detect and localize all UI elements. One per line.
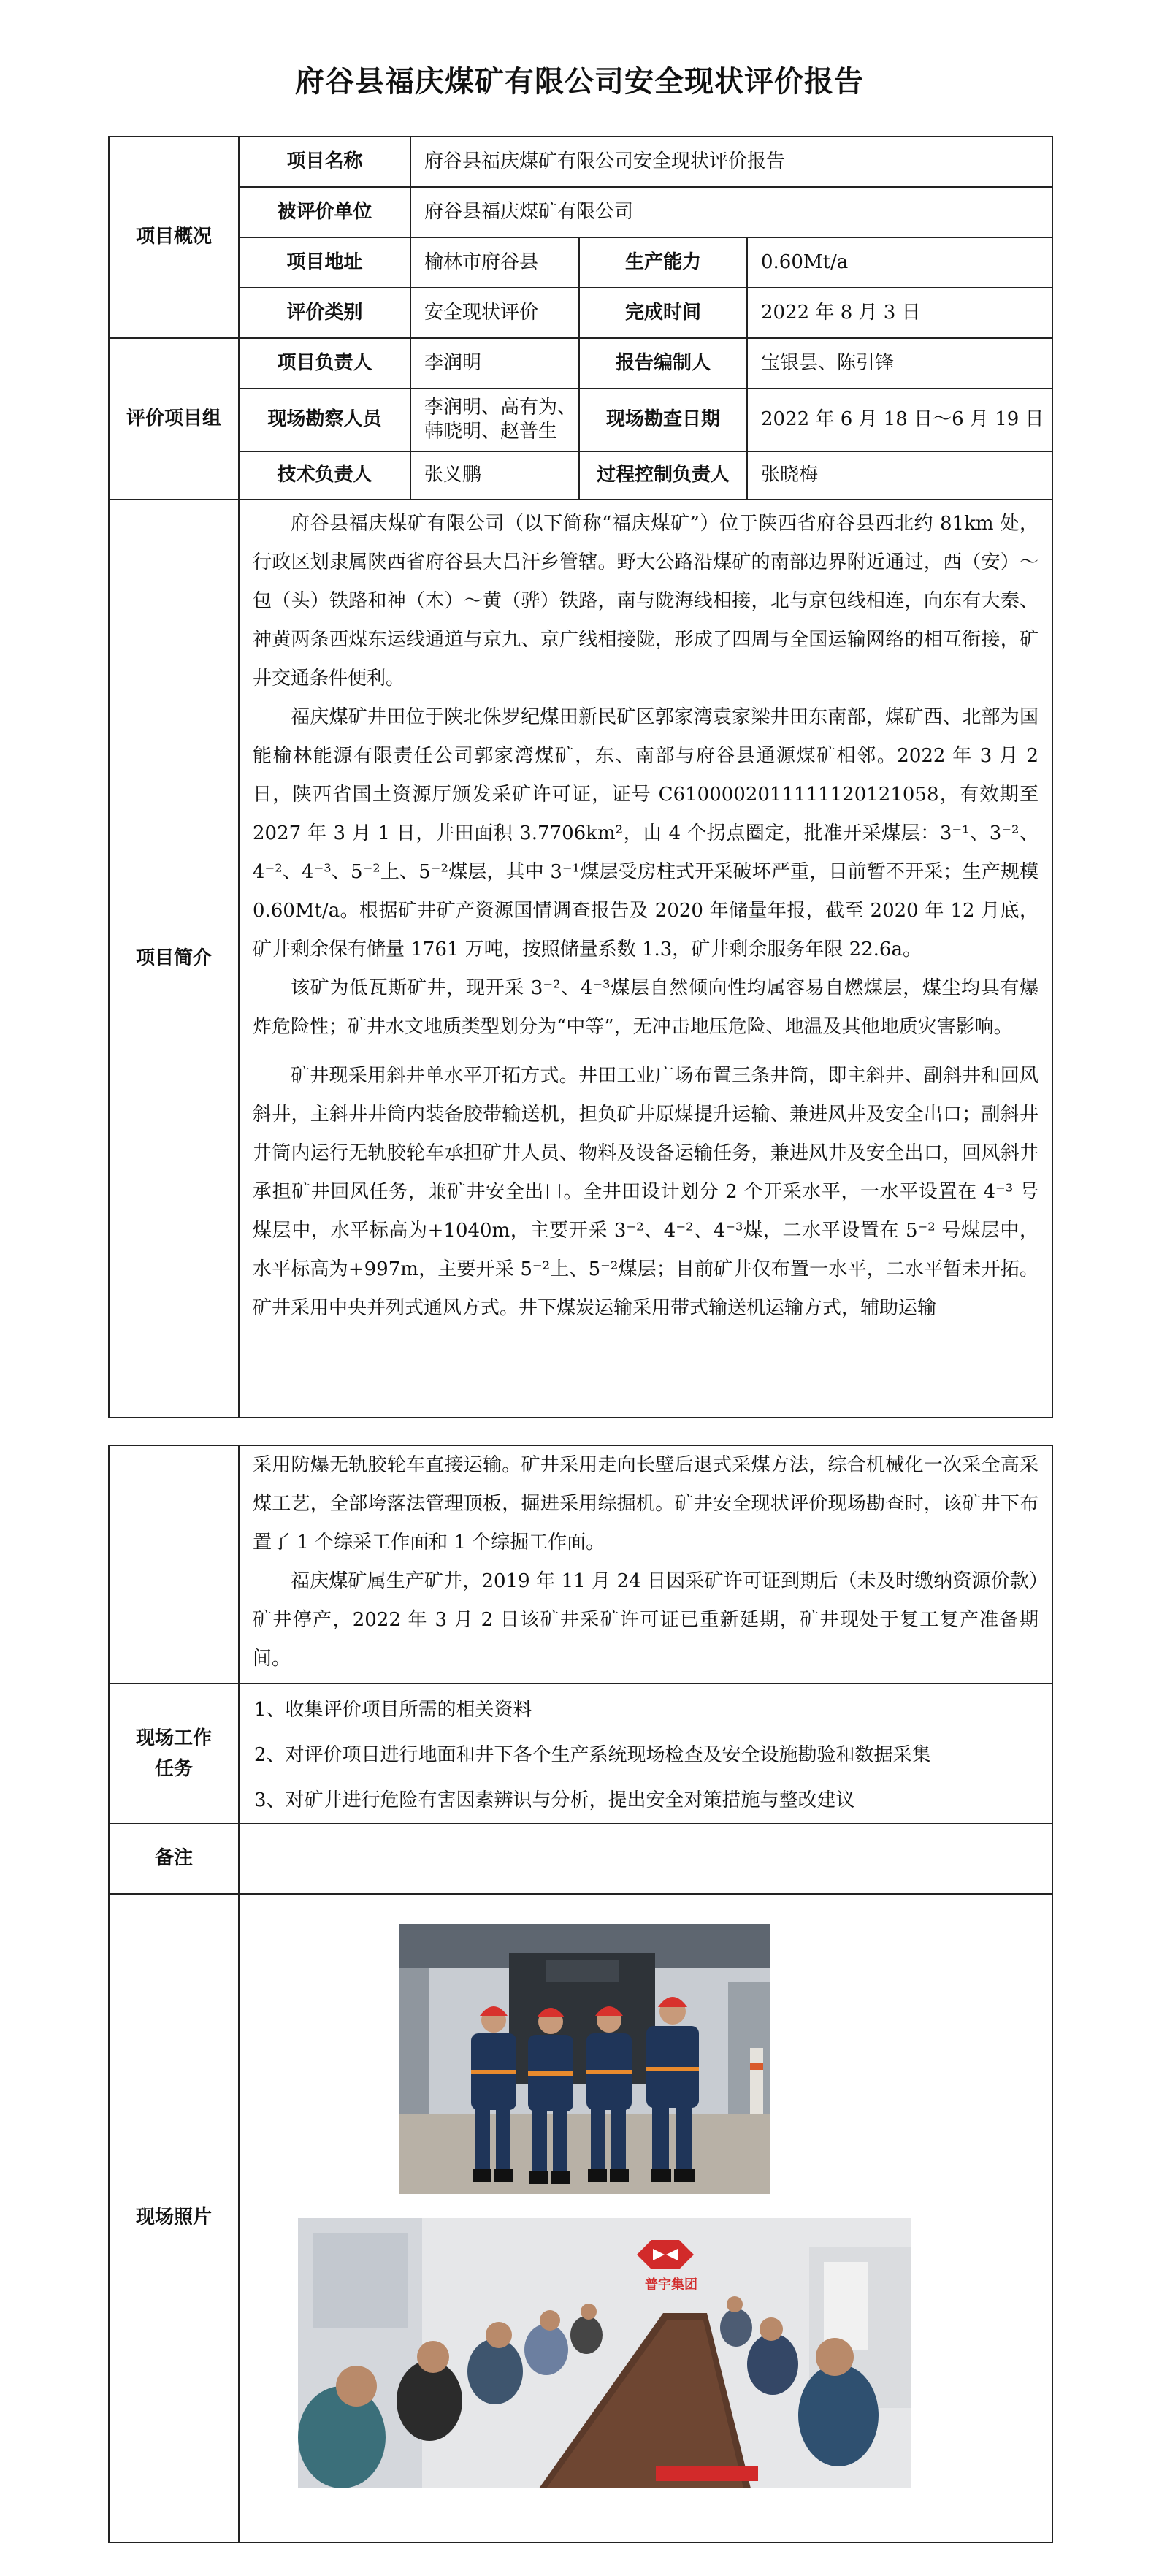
- row-evaluated-unit: [109, 187, 1052, 237]
- value-project-name: 府谷县福庆煤矿有限公司安全现状评价报告: [410, 137, 1052, 187]
- row-site-tasks: [109, 1683, 1052, 1824]
- value-process-control: 张晓梅: [747, 451, 1052, 500]
- company-sign-text: 普宇集团: [645, 2277, 697, 2293]
- summary-table-part1: [108, 136, 1053, 1418]
- label-completion-date: 完成时间: [579, 288, 747, 338]
- intro-paragraph-field: 福庆煤矿井田位于陕北侏罗纪煤田新民矿区郭家湾袁家梁井田东南部，煤矿西、北部为国能榆林能源有限责任公司郭家湾煤矿，东、南部与府谷县通源煤矿相邻。2022 年 3 月 2 日，陕西省国土资源厅颁发采矿许可证，证号 C6100002011111120121058，有效期至 2027 年 3 月 1 日，井田面积 3.7706km²，由 4 个拐点圈定，批准开采煤层：3⁻¹、3⁻²、4⁻²、4⁻³、5⁻²上、5⁻²煤层，其中 3⁻¹煤层受房柱式开采破坏严重，目前暂不开采；生产规模 0.60Mt/a。根据矿井矿产资源国情调查报告及 2020 年储量年报，截至 2020 年 12 月底，矿井剩余保有储量 1761 万吨，按照储量系数 1.3，矿井剩余服务年限 22.6a。: [253, 706, 1039, 960]
- task-item-3: 3、对矿井进行危险有害因素辨识与分析，提出安全对策措施与整改建议: [254, 1789, 855, 1811]
- label-tech-leader: 技术负责人: [239, 451, 410, 500]
- label-project-leader: 项目负责人: [239, 338, 410, 389]
- site-tasks-content: [239, 1683, 1052, 1824]
- label-process-control: 过程控制负责人: [579, 451, 747, 500]
- label-survey-date: 现场勘查日期: [579, 389, 747, 451]
- intro-paragraph-location: 府谷县福庆煤矿有限公司（以下简称“福庆煤矿”）位于陕西省府谷县西北约 81km 处，行政区划隶属陕西省府谷县大昌汗乡管辖。野大公路沿煤矿的南部边界附近通过，西（安）～包（头）铁路和神（木）～黄（骅）铁路，南与陇海线相接，北与京包线相连，向东有大秦、神黄两条西煤东运线通道与京九、京广线相接陇，形成了四周与全国运输网络的相互衔接，矿井交通条件便利。: [253, 513, 1039, 689]
- label-evaluated-unit: 被评价单位: [239, 187, 410, 237]
- value-survey-date: 2022 年 6 月 18 日～6 月 19 日: [747, 389, 1052, 451]
- category-remarks: 备注: [109, 1824, 239, 1894]
- summary-table-part2: [108, 1445, 1053, 2543]
- site-tasks-label-line-1: 现场工作: [135, 1727, 212, 1749]
- intro-paragraph-status: 福庆煤矿属生产矿井，2019 年 11 月 24 日因采矿许可证到期后（未及时缴纳资源价款）矿井停产，2022 年 3 月 2 日该矿井采矿许可证已重新延期，矿井现处于复工复产准备期间。: [253, 1570, 1038, 1670]
- category-team: 评价项目组: [109, 338, 239, 500]
- row-intro-continued: [109, 1445, 1052, 1683]
- row-eval-type: [109, 288, 1052, 338]
- value-report-editor: 宝银昙、陈引锋: [747, 338, 1052, 389]
- label-project-name: 项目名称: [239, 137, 410, 187]
- row-surveyors: [109, 389, 1052, 451]
- row-project-name: [109, 137, 1052, 187]
- task-item-1: 1、收集评价项目所需的相关资料: [254, 1699, 532, 1721]
- value-project-leader: 李润明: [410, 338, 579, 389]
- remarks-content: [239, 1824, 1052, 1894]
- site-photo-miners: [399, 1924, 770, 2194]
- category-site-tasks: [109, 1683, 239, 1824]
- intro-content-continued: [239, 1445, 1052, 1683]
- row-tech-leader: [109, 451, 1052, 500]
- row-remarks: [109, 1824, 1052, 1894]
- site-photos-content: [239, 1894, 1052, 2542]
- label-surveyors: 现场勘察人员: [239, 389, 410, 451]
- intro-paragraph-development: 矿井现采用斜井单水平开拓方式。井田工业广场布置三条井筒，即主斜井、副斜井和回风斜井，主斜井井筒内装备胶带输送机，担负矿井原煤提升运输、兼进风井及安全出口；副斜井井筒内运行无轨胶轮车承担矿井人员、物料及设备运输任务，兼进风井及安全出口，回风斜井承担矿井回风任务，兼矿井安全出口。全井田设计划分 2 个开采水平，一水平设置在 4⁻³ 号煤层中，水平标高为+1040m，主要开采 3⁻²、4⁻²、4⁻³煤，二水平设置在 5⁻² 号煤层中，水平标高为+997m，主要开采 5⁻²上、5⁻²煤层；目前矿井仅布置一水平，二水平暂未开拓。矿井采用中央并列式通风方式。井下煤炭运输采用带式输送机运输方式，辅助运输: [253, 1065, 1039, 1319]
- category-overview: 项目概况: [109, 137, 239, 338]
- site-photo-meeting: [298, 2218, 911, 2488]
- row-intro: [109, 500, 1052, 1418]
- site-tasks-label-line-2: 任务: [154, 1758, 193, 1780]
- label-address: 项目地址: [239, 237, 410, 288]
- surveyors-line-1: 李润明、高有为、: [424, 397, 577, 418]
- intro-paragraph-mining: 采用防爆无轨胶轮车直接运输。矿井采用走向长壁后退式采煤方法，综合机械化一次采全高采煤工艺，全部垮落法管理顶板，掘进采用综掘机。矿井安全现状评价现场勘查时，该矿井下布置了 1 个综采工作面和 1 个综掘工作面。: [253, 1454, 1038, 1553]
- row-address: [109, 237, 1052, 288]
- value-completion-date: 2022 年 8 月 3 日: [747, 288, 1052, 338]
- surveyors-line-2: 韩晓明、赵普生: [424, 421, 558, 443]
- category-site-photos: 现场照片: [109, 1894, 239, 2542]
- value-capacity: 0.60Mt/a: [747, 237, 1052, 288]
- meeting-photo-graphic: [298, 2218, 911, 2488]
- value-address: 榆林市府谷县: [410, 237, 579, 288]
- value-eval-type: 安全现状评价: [410, 288, 579, 338]
- label-report-editor: 报告编制人: [579, 338, 747, 389]
- task-item-2: 2、对评价项目进行地面和井下各个生产系统现场检查及安全设施勘验和数据采集: [254, 1744, 931, 1766]
- intro-paragraph-gas: 该矿为低瓦斯矿井，现开采 3⁻²、4⁻³煤层自然倾向性均属容易自燃煤层，煤尘均具有爆炸危险性；矿井水文地质类型划分为“中等”，无冲击地压危险、地温及其他地质灾害影响。: [253, 977, 1039, 1038]
- miners-photo-graphic: [399, 1924, 770, 2194]
- label-eval-type: 评价类别: [239, 288, 410, 338]
- intro-content: [239, 500, 1052, 1418]
- value-surveyors: [410, 389, 579, 451]
- value-evaluated-unit: 府谷县福庆煤矿有限公司: [410, 187, 1052, 237]
- category-intro: 项目简介: [109, 500, 239, 1418]
- row-site-photos: [109, 1894, 1052, 2542]
- category-intro-continued: [109, 1445, 239, 1683]
- label-capacity: 生产能力: [579, 237, 747, 288]
- row-project-leader: [109, 338, 1052, 389]
- report-title: 府谷县福庆煤矿有限公司安全现状评价报告: [295, 65, 864, 99]
- value-tech-leader: 张义鹏: [410, 451, 579, 500]
